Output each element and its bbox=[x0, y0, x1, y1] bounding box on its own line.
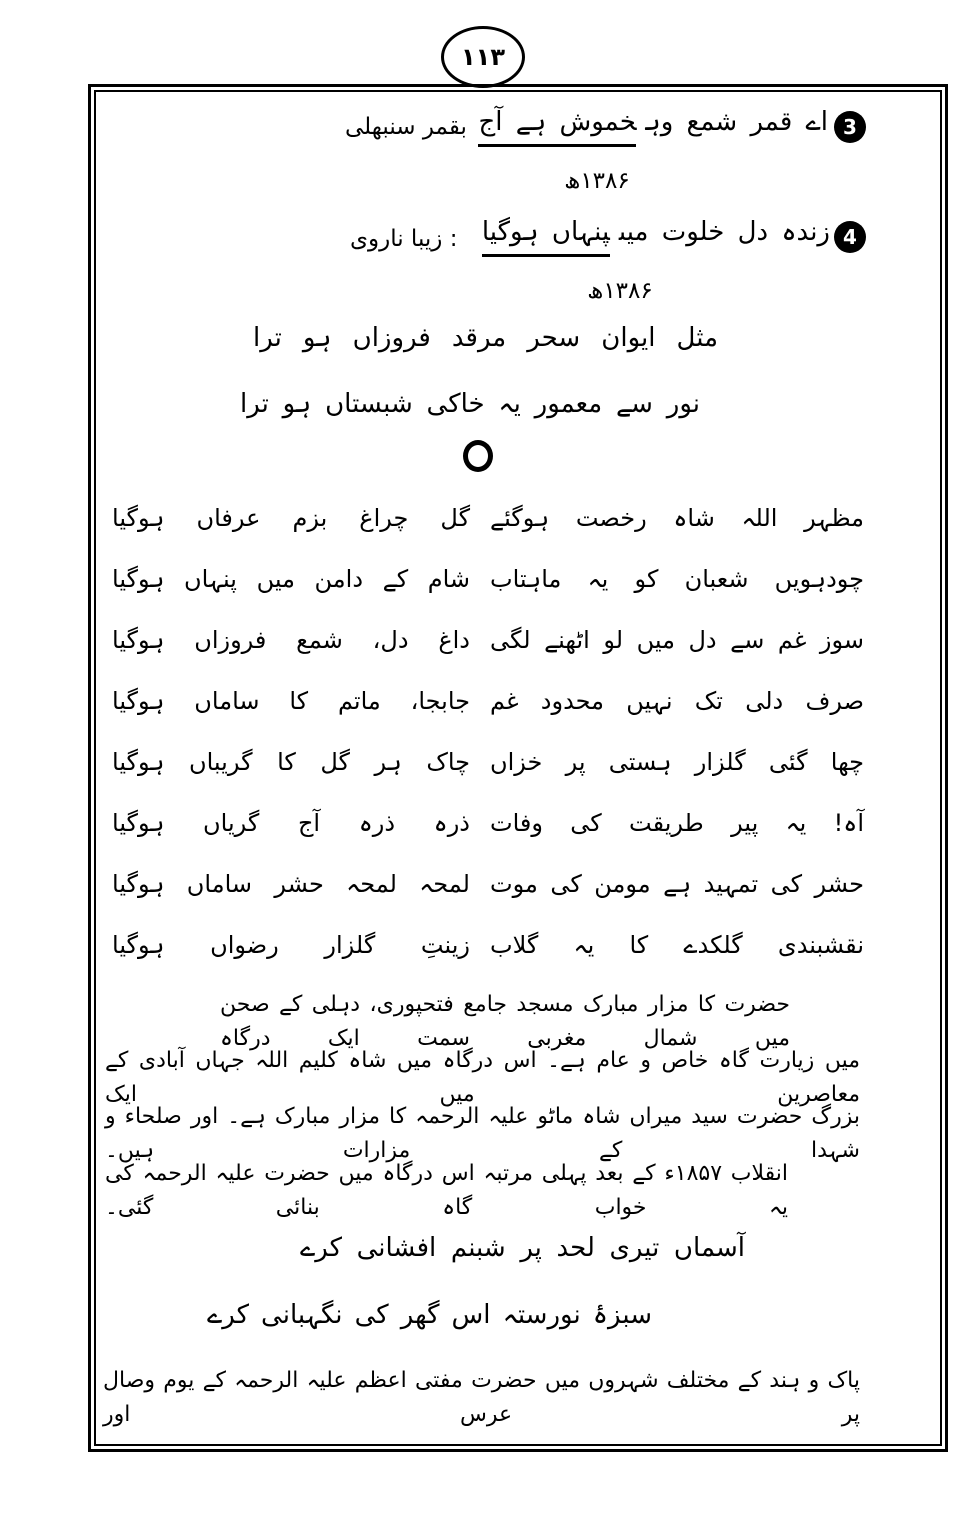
opening-couplet-line-2: نور سے معمور یہ خاکی شبستاں ہو ترا bbox=[240, 389, 700, 419]
chronogram-3-verse-start: اے قمر شمع وہ bbox=[645, 107, 828, 137]
ghazal-couplet-5-first: چھا گئی گلزار ہستی پر خزاں bbox=[490, 748, 864, 776]
ghazal-couplet-2-first: چودہویں شعبان کو یہ ماہتاب bbox=[490, 565, 864, 593]
chronogram-4-underlined-phrase: پنہاں ہوگیا bbox=[482, 217, 610, 257]
chronogram-4-verse-start: زندہ دل خلوت میں bbox=[618, 217, 830, 247]
ghazal-couplet-8-second: زینتِ گلزار رضواں ہوگیا bbox=[112, 931, 470, 959]
ghazal-couplet-7-second: لمحہ لمحہ حشر ساماں ہوگیا bbox=[112, 870, 470, 898]
prose-line-3: بزرگ حضرت سید میراں شاہ ماٹو علیہ الرحمہ کا مزار مبارک ہے۔ اور صلحاء و شہدا کے مزارات ہیں۔ bbox=[105, 1104, 860, 1164]
ghazal-couplet-3-first: سوز غم سے دل میں لو اٹھنے لگی bbox=[490, 626, 864, 654]
prose-line-2: میں زیارت گاہ خاص و عام ہے۔ اس درگاہ میں شاہ کلیم اللہ جہاں آبادی کے معاصرین میں ایک bbox=[105, 1048, 860, 1108]
ghazal-couplet-8-first: نقشبندی گلکدے کا یہ گلاب bbox=[490, 931, 864, 959]
ghazal-couplet-7-first: حشر کی تمہید ہے مومن کی موت bbox=[490, 870, 864, 898]
ghazal-couplet-6-second: ذرہ ذرہ آج گریاں ہوگیا bbox=[112, 809, 470, 837]
chronogram-3-year: ۱۳۸۶ھ bbox=[564, 168, 630, 194]
chronogram-4-attribution: : زیبا ناروی bbox=[350, 226, 458, 252]
chronogram-3-marker bbox=[834, 111, 866, 143]
chronogram-3-verse bbox=[478, 107, 828, 137]
closing-couplet-line-1: آسماں تیری لحد پر شبنم افشانی کرے bbox=[300, 1233, 745, 1263]
closing-couplet-line-2: سبزۂ نورستہ اس گھر کی نگہبانی کرے bbox=[207, 1300, 652, 1330]
chronogram-4-year: ۱۳۸۶ھ bbox=[587, 278, 653, 304]
ghazal-couplet-6-first: آہ! یہ پیر طریقت کی وفات bbox=[490, 809, 864, 837]
ghazal-couplet-5-second: چاک ہر گل کا گریباں ہوگیا bbox=[112, 748, 470, 776]
chronogram-4-verse bbox=[482, 217, 830, 247]
ghazal-couplet-4-second: جابجا، ماتم کا ساماں ہوگیا bbox=[112, 687, 470, 715]
ghazal-couplet-1-first: مظہر اللہ شاہ رخصت ہوگئے bbox=[490, 504, 864, 532]
opening-couplet-line-1: مثل ایوان سحر مرقد فروزاں ہو ترا bbox=[253, 323, 718, 353]
ghazal-couplet-4-first: صرف دلی تک نہیں محدود غم bbox=[490, 687, 864, 715]
ghazal-couplet-2-second: شام کے دامن میں پنہاں ہوگیا bbox=[112, 565, 470, 593]
prose-line-4: انقلاب ۱۸۵۷ء کے بعد پہلی مرتبہ اس درگاہ میں حضرت علیہ الرحمہ کی یہ خواب گاہ بنائی گئی۔ bbox=[105, 1161, 788, 1221]
chronogram-3-underlined-phrase: خموش ہے آج bbox=[478, 107, 636, 147]
page-number-badge bbox=[441, 26, 525, 88]
prose-line-1: حضرت کا مزار مبارک مسجد جامع فتحپوری، دہلی کے صحن میں شمال مغربی سمت ایک درگاہ bbox=[220, 992, 790, 1052]
circle-separator-icon bbox=[463, 440, 493, 472]
chronogram-3-marker-digit: 3 bbox=[843, 115, 857, 139]
chronogram-4-marker bbox=[834, 221, 866, 253]
footer-line: پاک و ہند کے مختلف شہروں میں حضرت مفتی اعظم علیہ الرحمہ کے یوم وصال پر عرس اور bbox=[103, 1368, 860, 1428]
chronogram-4-marker-digit: 4 bbox=[843, 225, 857, 249]
page-number: ۱۱۳ bbox=[461, 43, 505, 71]
ghazal-couplet-3-second: داغ دل، شمع فروزاں ہوگیا bbox=[112, 626, 470, 654]
chronogram-3-attribution: بقمر سنبھلی bbox=[345, 114, 467, 140]
ghazal-couplet-1-second: گل چراغ بزم عرفاں ہوگیا bbox=[112, 504, 470, 532]
